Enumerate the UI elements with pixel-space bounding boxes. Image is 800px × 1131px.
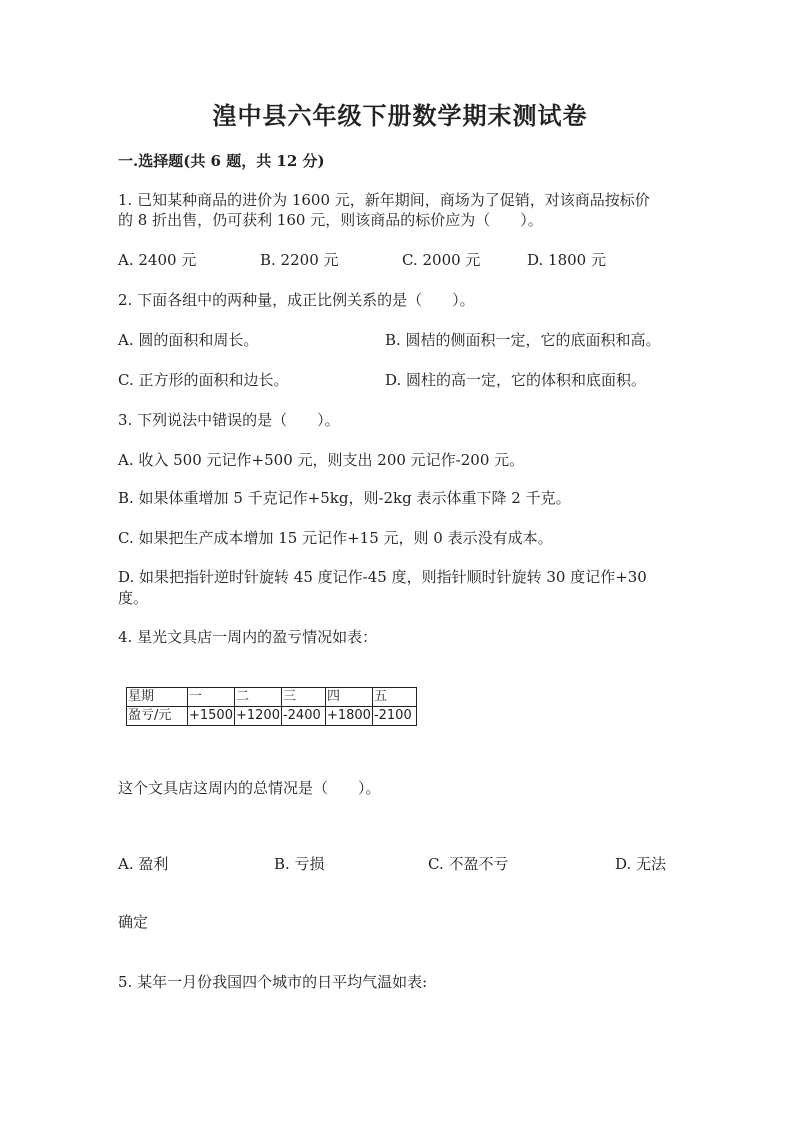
table-cell: 三: [281, 688, 325, 707]
question-1-option-c: C. 2000 元: [402, 251, 481, 269]
question-3-option-b: B. 如果体重增加 5 千克记作+5kg，则-2kg 表示体重下降 2 千克。: [118, 489, 571, 507]
question-2-option-b: B. 圆桔的侧面积一定，它的底面积和高。: [385, 331, 661, 349]
table-cell: -2400: [281, 707, 325, 726]
question-4-option-b: B. 亏损: [274, 855, 325, 873]
table-cell: 四: [325, 688, 372, 707]
question-4-option-c: C. 不盈不亏: [428, 855, 509, 873]
question-4-option-d-continued: 确定: [118, 913, 149, 931]
question-1-line-2: 的 8 折出售，仍可获利 160 元，则该商品的标价应为（ ）。: [118, 211, 543, 229]
question-3-stem: 3. 下列说法中错误的是（ ）。: [118, 411, 340, 429]
question-3-option-d: D. 如果把指针逆时针旋转 45 度记作-45 度，则指针顺时针旋转 30 度记作+30: [118, 568, 647, 586]
question-2-option-c: C. 正方形的面积和边长。: [118, 371, 289, 389]
question-4-option-a: A. 盈利: [118, 855, 169, 873]
table-header-row: [127, 688, 417, 707]
table-cell: +1200: [234, 707, 281, 726]
profit-loss-table: [126, 687, 417, 726]
question-3-option-c: C. 如果把生产成本增加 15 元记作+15 元，则 0 表示没有成本。: [118, 529, 553, 547]
question-1-option-d: D. 1800 元: [527, 251, 606, 269]
question-4-stem: 4. 星光文具店一周内的盈亏情况如表：: [118, 628, 378, 646]
question-5-stem: 5. 某年一月份我国四个城市的日平均气温如表:: [118, 973, 428, 991]
table-cell: 星期: [127, 688, 188, 707]
question-2-option-a: A. 圆的面积和周长。: [118, 331, 259, 349]
table-cell: 盈亏/元: [127, 707, 188, 726]
question-1-option-b: B. 2200 元: [260, 251, 339, 269]
question-4-option-d: D. 无法: [615, 855, 667, 873]
table-cell: 五: [372, 688, 416, 707]
page-title: 湟中县六年级下册数学期末测试卷: [212, 101, 588, 130]
table-row: [127, 707, 417, 726]
table-cell: -2100: [372, 707, 416, 726]
question-1-line-1: 1. 已知某种商品的进价为 1600 元，新年期间，商场为了促销，对该商品按标价: [118, 191, 650, 209]
question-3-option-d-continued: 度。: [118, 589, 149, 607]
question-1-option-a: A. 2400 元: [118, 251, 197, 269]
table-cell: 二: [234, 688, 281, 707]
question-2-stem: 2. 下面各组中的两种量，成正比例关系的是（ ）。: [118, 291, 475, 309]
question-4-question: 这个文具店这周内的总情况是（ ）。: [118, 779, 381, 797]
question-3-option-a: A. 收入 500 元记作+500 元，则支出 200 元记作-200 元。: [118, 451, 525, 469]
table-cell: +1500: [188, 707, 235, 726]
table-cell: +1800: [325, 707, 372, 726]
question-2-option-d: D. 圆柱的高一定，它的体积和底面积。: [385, 371, 647, 389]
table-cell: 一: [188, 688, 235, 707]
section-heading: 一.选择题(共 6 题，共 12 分): [118, 152, 325, 170]
